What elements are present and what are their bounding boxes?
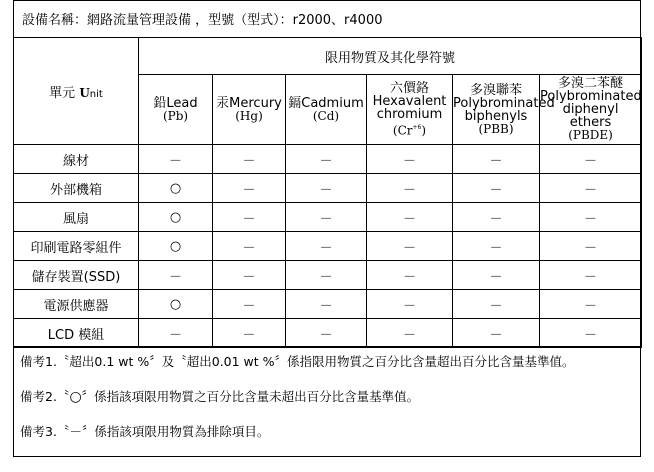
unit-header-nit: nit [89, 88, 103, 100]
substance-value-cell: － [286, 290, 367, 319]
substance-value-cell: － [286, 203, 367, 232]
substance-value-cell: － [139, 261, 213, 290]
part-name-cell: 風扇 [14, 203, 139, 232]
substance-value-cell: － [139, 145, 213, 174]
substance-value-cell: ○ [139, 290, 213, 319]
substance-value-cell: － [540, 174, 642, 203]
substance-value-cell: － [139, 319, 213, 348]
note-1: 備考1.〝超出0.1 wt %〞及〝超出0.01 wt %〞係指限用物質之百分比含量超出百分比含量基準值。 [20, 354, 575, 369]
substance-value-cell: － [213, 261, 286, 290]
substance-value-cell: － [286, 145, 367, 174]
substance-value-cell: － [540, 232, 642, 261]
substance-value-cell: ○ [139, 232, 213, 261]
part-name-cell: LCD 模組 [14, 319, 139, 348]
table-row [14, 145, 642, 174]
substance-header-chromium: 六價鉻 Hexavalent chromium $(Cr^{+6})$ [367, 75, 453, 145]
substance-value-cell: － [453, 174, 540, 203]
substance-value-cell: － [286, 232, 367, 261]
substance-value-cell: － [540, 203, 642, 232]
part-name-cell: 外部機箱 [14, 174, 139, 203]
table-row [14, 203, 642, 232]
table-row [14, 319, 642, 348]
substance-value-cell: － [213, 290, 286, 319]
substance-value-cell: － [213, 203, 286, 232]
table-row [14, 261, 642, 290]
note-3: 備考3.〝－〞係指該項限用物質為排除項目。 [20, 424, 270, 439]
restricted-substances-header: 限用物質及其化學符號 [139, 38, 642, 75]
unit-header-u: U [79, 85, 90, 100]
substance-value-cell: － [453, 290, 540, 319]
substance-value-cell: － [540, 290, 642, 319]
table-row [14, 174, 642, 203]
substance-value-cell: － [367, 174, 453, 203]
substance-value-cell: － [453, 145, 540, 174]
substance-value-cell: － [367, 319, 453, 348]
unit-header-cell [14, 38, 139, 145]
part-name-cell: 線材 [14, 145, 139, 174]
substance-value-cell: － [540, 145, 642, 174]
substance-value-cell: － [367, 290, 453, 319]
substance-value-cell: － [286, 319, 367, 348]
substance-value-cell: － [540, 319, 642, 348]
substance-value-cell: － [213, 145, 286, 174]
part-name-cell: 印刷電路零組件 [14, 232, 139, 261]
substance-value-cell: － [286, 261, 367, 290]
substance-value-cell: － [453, 319, 540, 348]
substance-header-mercury: 汞Mercury (Hg) [213, 75, 286, 145]
substance-value-cell: － [540, 261, 642, 290]
substance-value-cell: － [453, 261, 540, 290]
device-title: 設備名稱：網路流量管理設備 ，型號（型式）：r2000、r4000 [22, 13, 383, 28]
substance-value-cell: － [286, 174, 367, 203]
substance-value-cell: － [367, 232, 453, 261]
rohs-table [13, 37, 642, 348]
substance-value-cell: － [367, 261, 453, 290]
part-name-cell: 儲存裝置(SSD) [14, 261, 139, 290]
table-row [14, 290, 642, 319]
substance-value-cell: － [453, 203, 540, 232]
substance-header-pbb: 多溴聯苯 Polybrominated biphenyls (PBB) [453, 75, 540, 145]
substance-value-cell: － [213, 319, 286, 348]
substance-value-cell: － [453, 232, 540, 261]
table-row [14, 232, 642, 261]
no-exceed-symbol: ○ [69, 389, 82, 405]
substance-header-lead: 鉛Lead (Pb) [139, 75, 213, 145]
substance-value-cell: ○ [139, 174, 213, 203]
part-name-cell: 電源供應器 [14, 290, 139, 319]
substance-header-pbde: 多溴二苯醚 Polybrominated diphenyl ethers (PBDE) [540, 75, 642, 145]
unit-header-label: 單元 [49, 85, 76, 101]
substance-value-cell: ○ [139, 203, 213, 232]
substance-header-cadmium: 鎘Cadmium (Cd) [286, 75, 367, 145]
substance-value-cell: － [367, 145, 453, 174]
substance-value-cell: － [367, 203, 453, 232]
note-2: 備考2.〝○〞係指該項限用物質之百分比含量未超出百分比含量基準值。 [20, 389, 420, 405]
substance-value-cell: － [213, 232, 286, 261]
notes-section [13, 346, 641, 457]
substance-value-cell: － [213, 174, 286, 203]
